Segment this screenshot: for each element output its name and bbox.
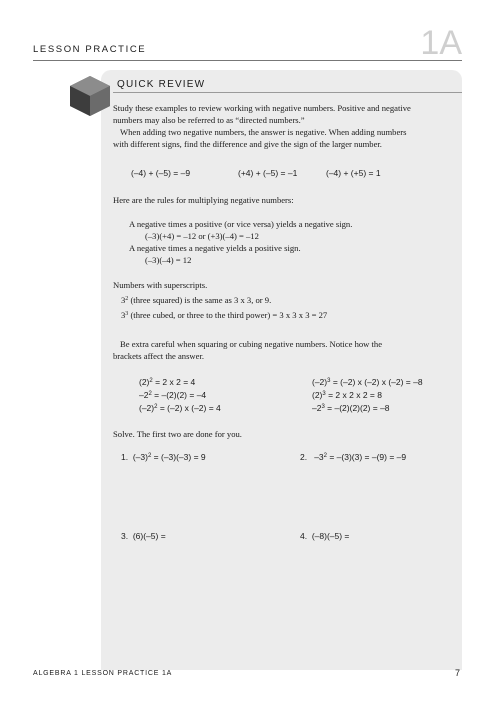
intro-line-1: Study these examples to review working with negative numbers. Positive and negative [113, 103, 411, 113]
quick-review-title: QUICK REVIEW [117, 79, 206, 90]
solve-intro: Solve. The first two are done for you. [113, 429, 242, 439]
squared-exponent: 2 [125, 296, 129, 302]
footer-label: ALGEBRA 1 LESSON PRACTICE 1A [33, 670, 173, 677]
header-label: LESSON PRACTICE [33, 44, 147, 55]
quick-review-panel [101, 70, 462, 670]
left-example-3: $(-2)^2 = (-2)$ x (–2) = 4 [139, 403, 221, 413]
squared-base: 3 [121, 295, 126, 305]
right-example-3: $-2^3 = -(2)(2)(2) = -8$ [312, 403, 390, 413]
careful-line-2: brackets affect the answer. [113, 351, 204, 361]
page-number: 7 [454, 668, 460, 678]
rule-1: A negative times a positive (or vice versa) yields a negative sign. [129, 219, 353, 229]
rule-2: A negative times a negative yields a positive sign. [129, 243, 301, 253]
cubed-example [121, 309, 327, 321]
problem-4: 4. (–8)(–5) = [300, 531, 350, 541]
cubed-text: (three cubed, or three to the third power) = 3 x 3 x 3 = 27 [128, 310, 328, 320]
intro-line-2: numbers may also be referred to as “directed numbers.” [113, 115, 305, 125]
cubed-exponent: 3 [125, 311, 129, 317]
adding-line-2: with different signs, find the difference and give the sign of the larger number. [113, 139, 382, 149]
careful-line-1: Be extra careful when squaring or cubing negative numbers. Notice how the [120, 339, 383, 349]
problem-2: 2. $-3^2 = -(3)(3) = -(9) = -9$ [300, 452, 407, 462]
problem-3: 3. (6)(–5) = [121, 531, 166, 541]
addition-example-1: (–4) + (–5) = –9 [131, 168, 191, 178]
header-rule [33, 60, 462, 61]
lesson-number: 1A [420, 24, 462, 62]
rule-2-example: (–3)(–4) = 12 [145, 255, 192, 265]
rule-1-example: (–3)(+4) = –12 or (+3)(–4) = –12 [145, 231, 259, 241]
squared-example [121, 294, 271, 306]
mult-intro: Here are the rules for multiplying negative numbers: [113, 195, 294, 205]
problem-1: 1. $(-3)^2 = (-3)(-3) = 9$ [121, 452, 206, 462]
right-example-2: $(2)^3 = 2$ x 2 x 2 = 8 [312, 390, 382, 400]
cubed-base: 3 [121, 310, 126, 320]
squared-text: (three squared) is the same as 3 x 3, or 9. [128, 295, 272, 305]
cube-icon [68, 74, 112, 118]
quick-review-rule [113, 92, 462, 93]
left-example-1: $(2)^2 = 2$ x 2 = 4 [139, 377, 196, 387]
left-example-2: $-2^2 = -(2)(2) = -4$ [139, 390, 207, 400]
addition-example-3: (–4) + (+5) = 1 [326, 168, 381, 178]
superscripts-intro: Numbers with superscripts. [113, 280, 208, 290]
addition-example-2: (+4) + (–5) = –1 [238, 168, 298, 178]
right-example-1: $(-2)^3 = (-2)$ x (–2) x (–2) = –8 [312, 377, 423, 387]
adding-line-1: When adding two negative numbers, the answer is negative. When adding numbers [120, 127, 407, 137]
